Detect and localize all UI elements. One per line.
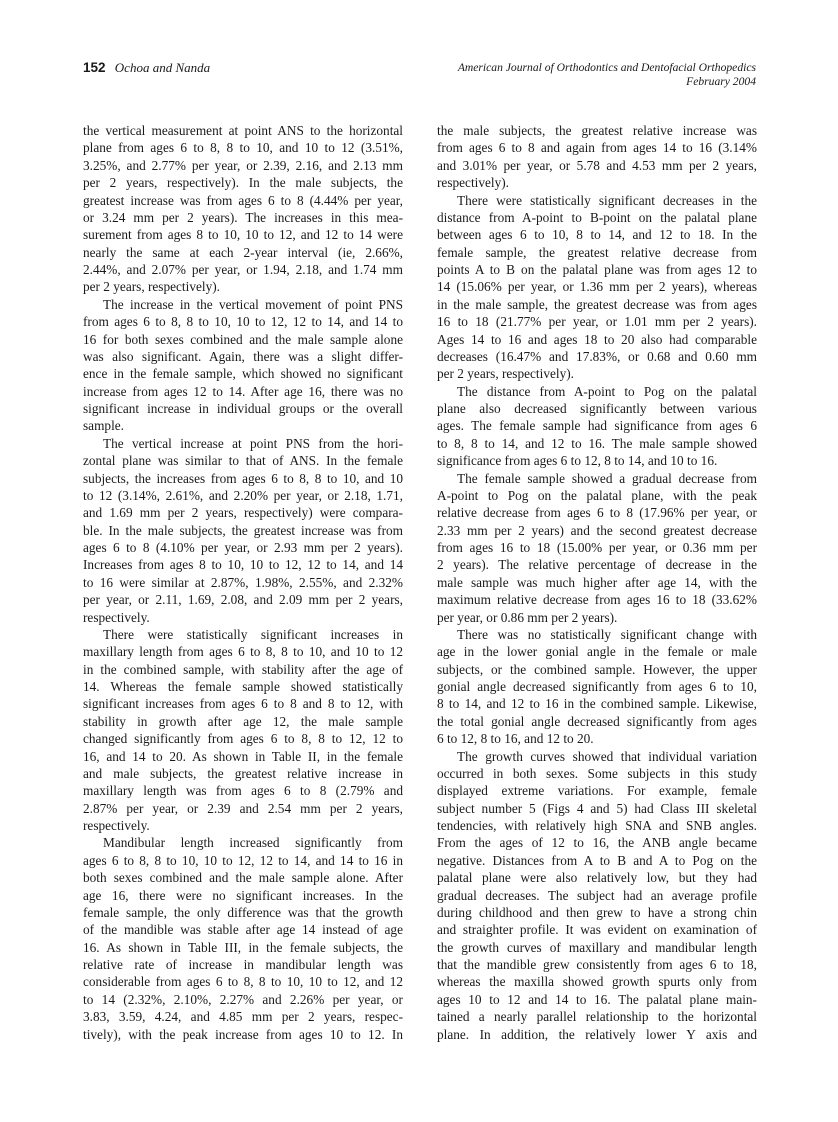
text-line: per 2 years, respectively). In the male subjects, the xyxy=(83,175,403,191)
text-line: 16 for both sexes combined and the male sample alone xyxy=(83,331,403,347)
text-line: ence in the female sample, which showed no significant xyxy=(83,366,403,382)
text-line: from ages 6 to 8, 8 to 10, 10 to 12, 12 to 14, and 14 to xyxy=(83,314,403,330)
text-line: the total gonial angle decreased significantly from ages xyxy=(437,713,757,729)
text-line: relative rate of increase in mandibular length was xyxy=(83,957,403,972)
journal-title: American Journal of Orthodontics and Dentofacial Orthopedics xyxy=(457,61,756,74)
text-line: female sample, the only difference was that the growth xyxy=(83,904,403,920)
text-line: respectively. xyxy=(83,609,150,625)
text-line: 2.87% per year, or 2.39 and 2.54 mm per 2 years, xyxy=(83,800,403,816)
text-line: The growth curves showed that individual variation xyxy=(457,748,757,764)
text-line: 6 to 12, 8 to 16, and 12 to 20. xyxy=(437,731,594,747)
text-line: displayed extreme variations. For example, female xyxy=(437,783,757,799)
paragraph xyxy=(437,122,757,192)
text-line: respectively). xyxy=(437,175,509,191)
running-authors: Ochoa and Nanda xyxy=(114,60,211,75)
paragraph xyxy=(437,470,757,626)
text-line: per 2 years, respectively). xyxy=(437,366,574,382)
text-line: ble. In the male subjects, the greatest increase was from xyxy=(83,522,403,538)
text-line: greatest increase was from ages 6 to 8 (4.44% per year, xyxy=(83,192,403,208)
text-line: points A to B on the palatal plane was from ages 12 to xyxy=(437,262,757,277)
text-column-left xyxy=(83,122,403,1043)
text-line: Increases from ages 8 to 10, 10 to 12, 12 to 14, and 14 xyxy=(83,557,403,573)
text-line: 8 to 14, and 12 to 16 in the combined sample. Likewise, xyxy=(437,696,757,712)
text-line: The increase in the vertical movement of point PNS xyxy=(103,296,403,312)
text-line: and 1.69 mm per 2 years, respectively) were compara- xyxy=(83,505,403,521)
text-line: per year, or 0.86 mm per 2 years). xyxy=(437,609,618,625)
text-line: to 12 (3.14%, 2.61%, and 2.20% per year, or 2.18, 1.71, xyxy=(83,487,403,503)
text-line: ages. The female sample had significance from ages 6 xyxy=(437,418,757,434)
text-line: to 14 (2.32%, 2.10%, 2.27% and 2.26% per year, or xyxy=(83,991,403,1007)
text-line: the vertical measurement at point ANS to the horizontal xyxy=(83,123,403,138)
text-line: There was no statistically significant change with xyxy=(457,626,757,642)
text-line: Ages 14 to 16 and ages 18 to 20 also had comparable xyxy=(437,331,757,347)
text-line: The female sample showed a gradual decrease from xyxy=(457,470,757,486)
text-line: in the combined sample, with stability after the age of xyxy=(83,661,403,677)
text-line: subjects, the increases from ages 6 to 8, 8 to 10, and 10 xyxy=(83,470,403,486)
text-line: whereas the maxilla showed growth spurts only from xyxy=(437,974,757,990)
text-line: 2.44%, and 2.07% per year, or 1.94, 2.18, and 1.74 mm xyxy=(83,262,403,277)
text-line: maxillary length from ages 6 to 8, 8 to 10, and 10 to 12 xyxy=(83,644,403,660)
text-line: significance from ages 6 to 12, 8 to 14, and 10 to 16. xyxy=(437,453,718,469)
text-line: 3.25%, and 2.77% per year, or 2.39, 2.16, and 2.13 mm xyxy=(83,157,403,173)
text-line: from ages 16 to 18 (15.00% per year, or 0.36 mm per xyxy=(437,540,757,555)
text-line: considerable from ages 6 to 8, 8 to 10, 10 to 12, and 12 xyxy=(83,974,403,990)
text-line: ages 6 to 8 (4.10% per year, or 2.93 mm per 2 years). xyxy=(83,540,403,555)
text-column-right xyxy=(437,122,757,1043)
text-line: gonial angle decreased significantly from ages 6 to 10, xyxy=(437,679,757,694)
text-line: decreases (16.47% and 17.83%, or 0.68 and 0.60 mm xyxy=(437,348,757,364)
text-line: Mandibular length increased significantly from xyxy=(103,835,403,851)
text-line: The vertical increase at point PNS from the hori- xyxy=(103,435,403,451)
text-line: subjects, or the combined sample. However, the upper xyxy=(437,661,757,677)
text-line: was also significant. Again, there was a slight differ- xyxy=(83,348,403,364)
text-line: significant increases from ages 6 to 8 and 8 to 12, with xyxy=(83,696,403,712)
text-line: ages 10 to 12 and 14 to 16. The palatal plane main- xyxy=(437,991,757,1007)
text-line: per year, or 2.11, 1.69, 2.08, and 2.09 mm per 2 years, xyxy=(83,592,403,608)
text-line: the male subjects, the greatest relative increase was xyxy=(437,123,757,138)
text-line: age in the lower gonial angle in the female or male xyxy=(437,644,757,660)
text-line: of the mandible was stable after age 14 instead of age xyxy=(83,922,403,938)
text-line: significant increase in individual groups or the overall xyxy=(83,401,403,416)
text-line: occurred in both sexes. Some subjects in this study xyxy=(437,765,757,781)
text-line: nearly the same at each 2-year interval (ie, 2.66%, xyxy=(83,244,403,260)
text-line: maximum relative decrease from ages 16 to 18 (33.62% xyxy=(437,592,757,608)
text-line: surement from ages 8 to 10, 10 to 12, and 12 to 14 were xyxy=(83,227,403,243)
page-number: 152 xyxy=(83,60,106,75)
paragraph xyxy=(437,748,757,1043)
paragraph xyxy=(437,626,757,748)
paragraph xyxy=(83,834,403,1043)
text-line: subject number 5 (Figs 4 and 5) had Class III skeletal xyxy=(437,800,757,816)
text-line: respectively. xyxy=(83,818,150,833)
text-line: plane from ages 6 to 8, 8 to 10, and 10 to 12 (3.51%, xyxy=(83,140,403,156)
text-line: and 3.01% per year, or 5.78 and 4.53 mm per 2 years, xyxy=(437,157,757,173)
running-header-right xyxy=(458,61,756,89)
text-line: tained a nearly parallel relationship to the horizontal xyxy=(437,1009,757,1025)
text-line: the growth curves of maxillary and mandibular length xyxy=(437,939,757,955)
running-header-left xyxy=(83,60,210,76)
text-line: 14. Whereas the female sample showed statistically xyxy=(83,679,403,694)
text-line: 3.83, 3.59, 4.24, and 4.85 mm per 2 years, respec- xyxy=(83,1009,403,1025)
text-line: to 16 were similar at 2.87%, 1.98%, 2.55%, and 2.32% xyxy=(83,574,403,590)
text-line: 2.33 mm per 2 years) and the second greatest decrease xyxy=(437,522,757,538)
text-line: both sexes combined and the male sample alone. After xyxy=(83,870,403,886)
text-line: The distance from A-point to Pog on the palatal xyxy=(457,383,757,399)
text-line: in the male sample, the greatest decrease was from ages xyxy=(437,296,757,312)
text-line: age 16, there were no significant increases. In the xyxy=(83,887,403,903)
paragraph xyxy=(437,383,757,470)
text-line: From the ages of 12 to 16, the ANB angle became xyxy=(437,835,757,851)
issue-date: February 2004 xyxy=(686,75,756,88)
text-line: palatal plane were also relatively low, but they had xyxy=(437,870,757,886)
text-line: tendencies, with relatively high SNA and SNB angles. xyxy=(437,818,757,833)
text-line: from ages 6 to 8 and again from ages 14 to 16 (3.14% xyxy=(437,140,757,156)
text-line: ages 6 to 8, 8 to 10, 10 to 12, 12 to 14, and 14 to 16 in xyxy=(83,852,403,868)
text-line: tively), with the peak increase from ages 10 to 12. In xyxy=(83,1026,403,1042)
text-line: There were statistically significant increases in xyxy=(103,626,403,642)
paragraph xyxy=(83,626,403,835)
text-line: There were statistically significant decreases in the xyxy=(457,192,757,208)
text-line: maxillary length was from ages 6 to 8 (2.79% and xyxy=(83,783,403,799)
text-line: and straighter profile. It was evident on examination of xyxy=(437,922,757,938)
text-line: relative decrease from ages 6 to 8 (17.96% per year, or xyxy=(437,505,757,521)
text-line: gradual decreases. The subject had an average profile xyxy=(437,887,757,903)
text-line: per 2 years, respectively). xyxy=(83,279,220,295)
text-line: 16, and 14 to 20. As shown in Table II, in the female xyxy=(83,748,403,764)
text-line: negative. Distances from A to B and A to Pog on the xyxy=(437,852,757,868)
text-line: 2 years). The relative percentage of decrease in the xyxy=(437,557,757,573)
paragraph xyxy=(83,296,403,435)
text-line: changed significantly from ages 6 to 8, 8 to 12, 12 to xyxy=(83,731,403,747)
text-line: female sample, the greatest relative decrease from xyxy=(437,244,757,260)
text-line: male sample was much higher after age 14, with the xyxy=(437,574,757,590)
text-line: and male subjects, the greatest relative increase in xyxy=(83,765,403,781)
text-line: that the mandible grew consistently from ages 6 to 18, xyxy=(437,957,757,972)
paragraph xyxy=(83,435,403,626)
text-line: distance from A-point to B-point on the palatal plane xyxy=(437,209,757,225)
paragraph xyxy=(83,122,403,296)
text-line: stability in growth after age 12, the male sample xyxy=(83,713,403,729)
text-line: to 8, 8 to 14, and 12 to 16. The male sample showed xyxy=(437,435,757,451)
text-line: sample. xyxy=(83,418,124,434)
text-line: zontal plane was similar to that of ANS. In the female xyxy=(83,453,403,469)
text-line: between ages 6 to 10, 8 to 14, and 12 to 18. In the xyxy=(437,227,757,243)
text-line: plane also decreased significantly between various xyxy=(437,401,757,416)
text-line: during childhood and then grew to have a strong chin xyxy=(437,904,757,920)
text-line: A-point to Pog on the palatal plane, with the peak xyxy=(437,487,757,503)
text-line: 16. As shown in Table III, in the female subjects, the xyxy=(83,939,403,955)
text-line: plane. In addition, the relatively lower Y axis and xyxy=(437,1026,757,1042)
text-line: 14 (15.06% per year, or 1.36 mm per 2 years), whereas xyxy=(437,279,757,295)
text-line: increase from ages 12 to 14. After age 16, there was no xyxy=(83,383,403,399)
text-line: or 3.24 mm per 2 years). The increases in this mea- xyxy=(83,209,403,225)
paragraph xyxy=(437,192,757,383)
text-line: 16 to 18 (21.77% per year, or 1.01 mm per 2 years). xyxy=(437,314,757,330)
